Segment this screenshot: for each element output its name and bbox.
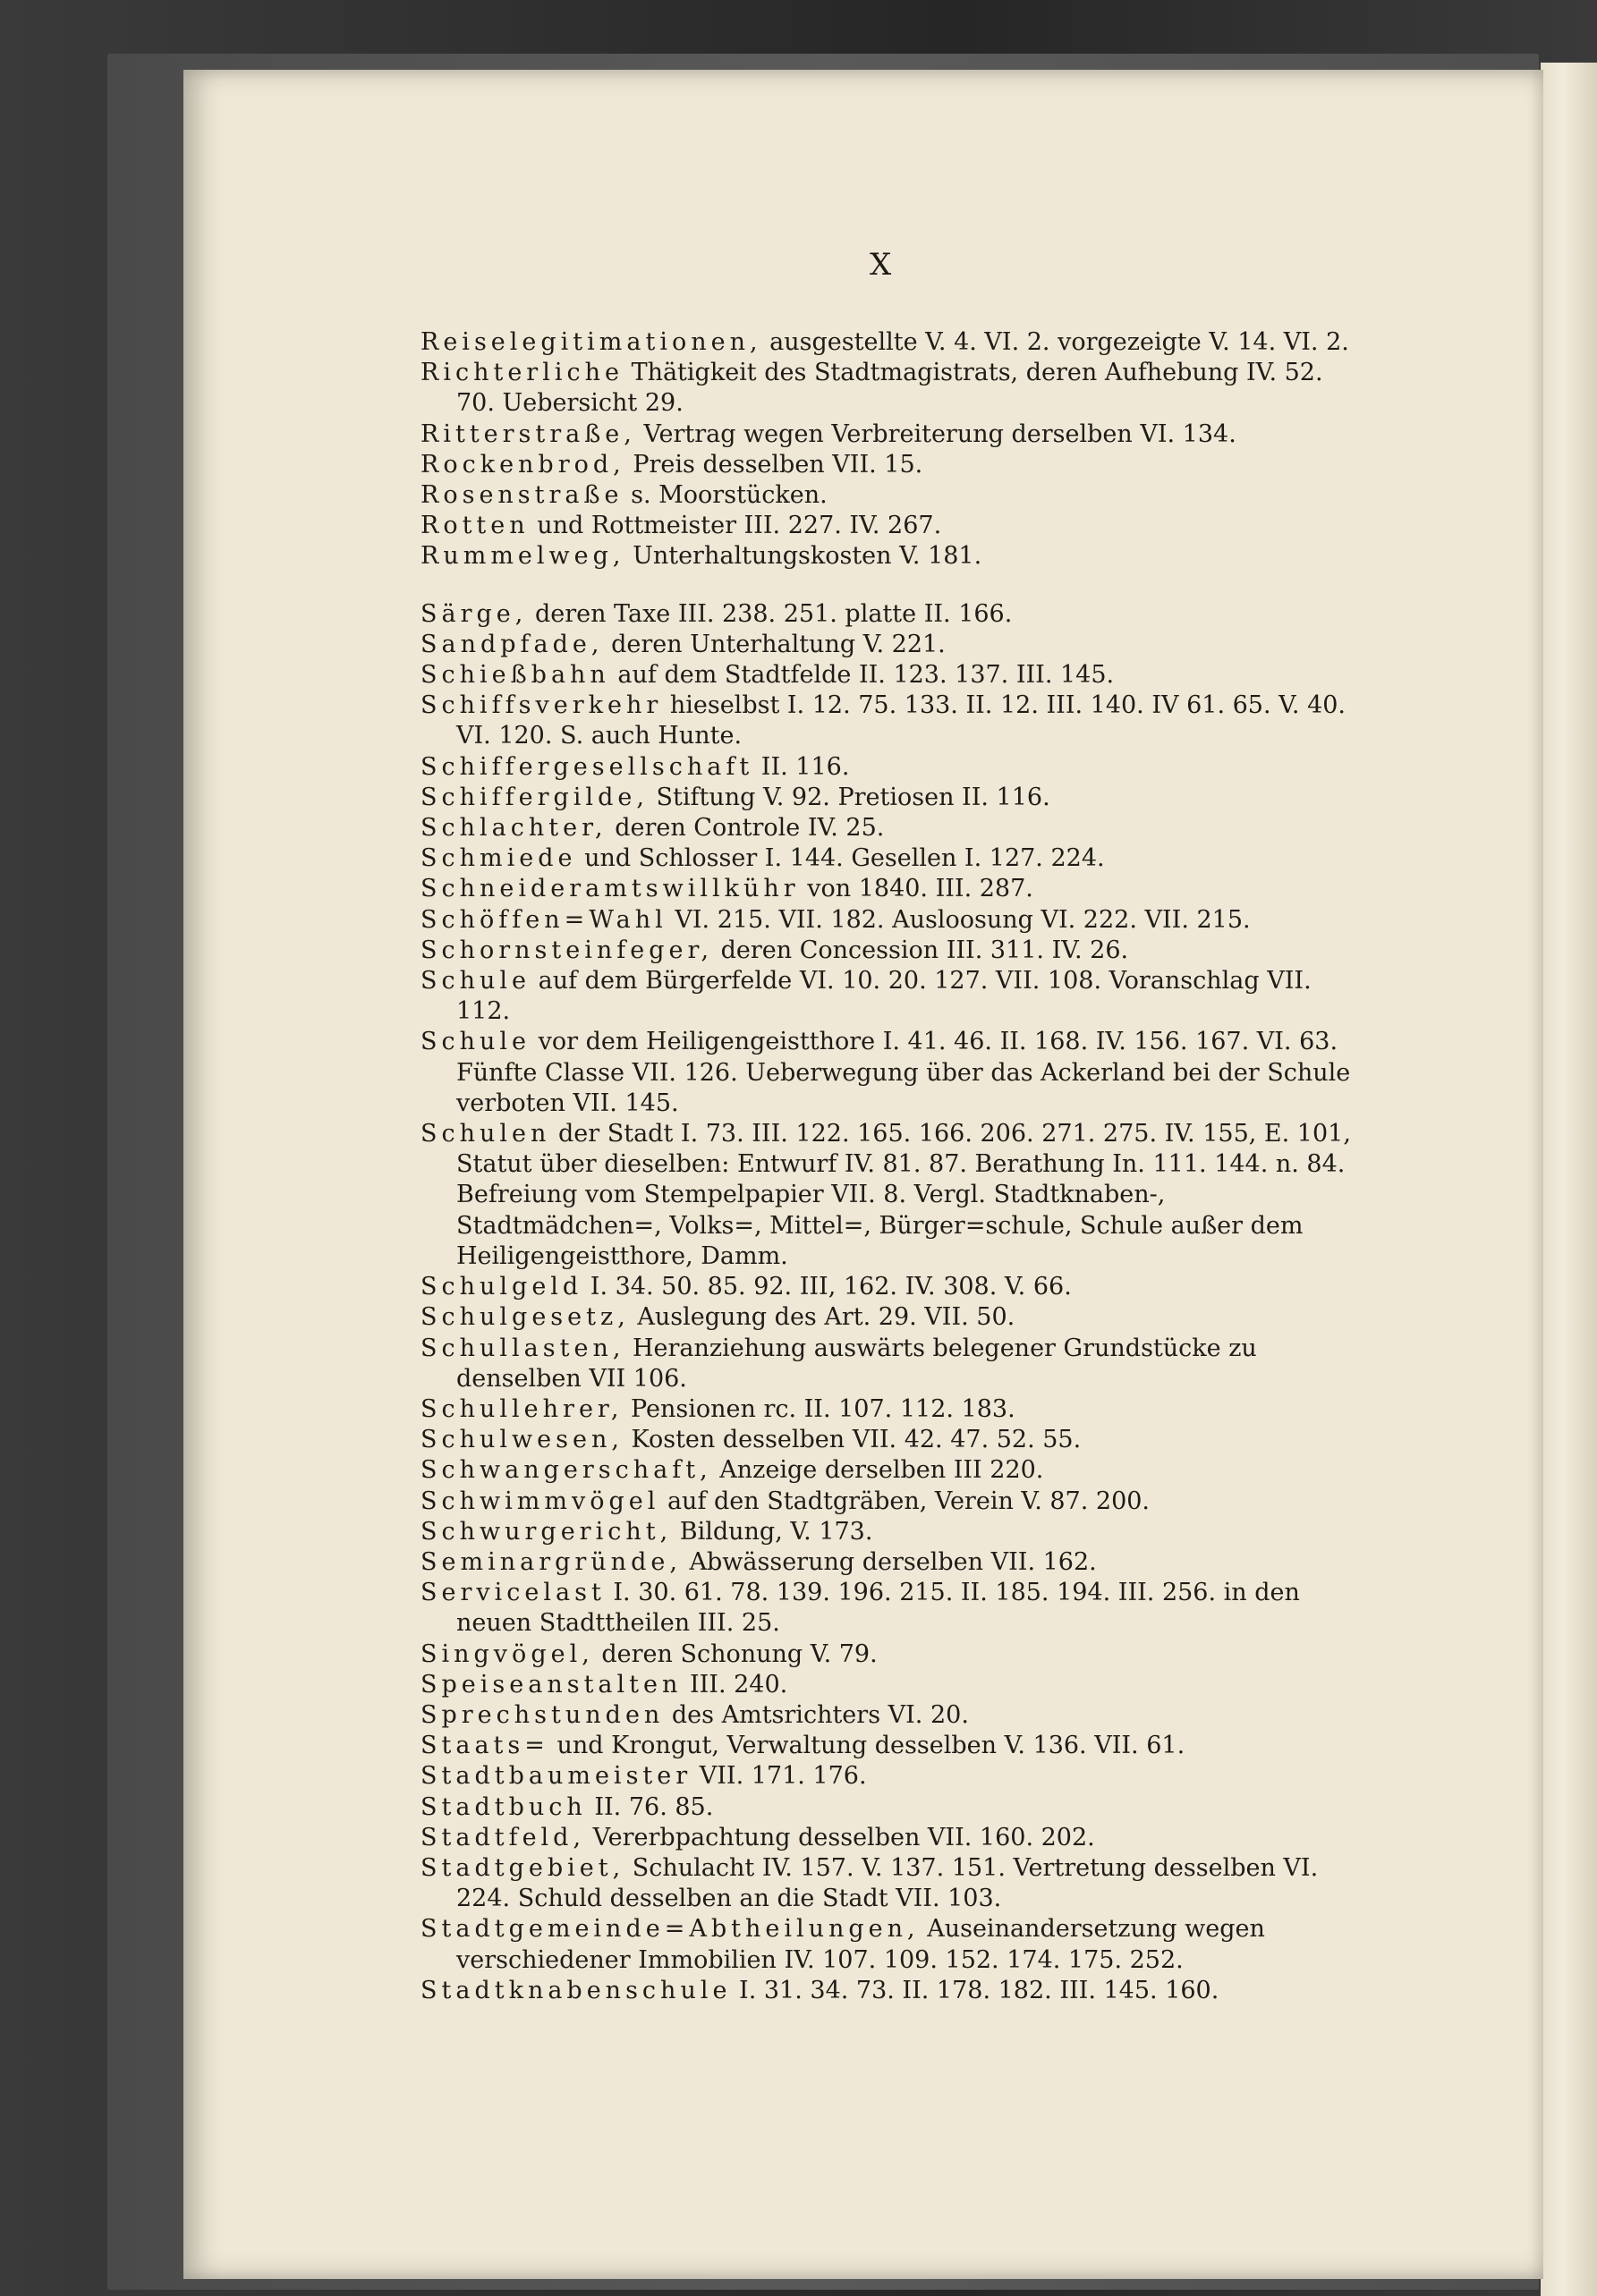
index-entry [420,874,1355,904]
index-entry [420,1976,1355,2006]
entry-text: Vererbpachtung desselben VII. 160. 202. [585,1823,1095,1851]
entry-head: Schiffergesellschaft [420,752,754,781]
entry-text: Kosten desselben VII. 42. 47. 52. 55. [623,1426,1082,1454]
index-entry [420,1302,1355,1333]
entry-head: Staats= [420,1732,549,1760]
index-entry [420,1761,1355,1792]
entry-text: Abwässerung derselben VII. 162. [681,1547,1097,1576]
entry-text: deren Concession III. 311. IV. 26. [713,936,1129,964]
entry-head: Schule [420,1028,531,1056]
index-entry [420,1700,1355,1731]
entry-text: und Krongut, Verwaltung desselben V. 136. VII. 61. [548,1732,1185,1760]
entry-text: VI. 215. VII. 182. Ausloosung VI. 222. VII. 215. [667,905,1251,934]
index-entry [420,1547,1355,1578]
index-entry [420,630,1355,660]
entry-head: Stadtgebiet, [420,1853,625,1882]
entry-text: Pensionen rc. II. 107. 112. 183. [623,1394,1015,1423]
index-entry [420,1425,1355,1455]
index-entry [420,541,1355,572]
entry-head: Seminargründe, [420,1547,682,1576]
index-entry [420,480,1355,511]
entry-head: Schule [420,967,531,995]
index-entry [420,358,1355,419]
entry-text: von 1840. III. 287. [799,875,1033,903]
index-entry [420,1487,1355,1517]
index-entry [420,660,1355,690]
index-entry [420,1578,1355,1639]
entry-head: Stadtfeld, [420,1823,586,1851]
entry-head: Schiffergilde, [420,783,649,811]
index-entry [420,419,1355,450]
entry-text: vor dem Heiligengeistthore I. 41. 46. II. 168. IV. 156. 167. VI. 63. Fünfte Classe VII. 126. Ueberwegung über das Ackerland bei der Schule verboten VII. 145. [456,1028,1351,1117]
index-entry [420,813,1355,843]
entry-head: Schulgesetz, [420,1303,630,1332]
entry-text: der Stadt I. 73. III. 122. 165. 166. 206. 271. 275. IV. 155, E. 101, Statut über dieselben: Entwurf IV. 81. 87. Berathung In. 111. 144. n. 84. Befreiung vom Stempelpapier VII. 8. Vergl. Stadtknaben-, Stadtmädchen=, Volks=, Mittel=, Bürger=schule, Schule außer dem Heiligengeistthore, Damm. [456,1120,1351,1270]
entry-head: Stadtbaumeister [420,1762,692,1791]
entry-head: Rosenstraße [420,481,624,510]
index-entry [420,327,1355,358]
index-entry [420,599,1355,630]
entry-text: I. 34. 50. 85. 92. III, 162. IV. 308. V. 66. [582,1273,1072,1301]
entry-head: Schullehrer, [420,1394,624,1423]
entry-text: deren Controle IV. 25. [607,814,885,843]
entry-text: Schulacht IV. 157. V. 137. 151. Vertretung desselben VI. 224. Schuld desselben an die Stadt VII. 103. [456,1853,1319,1913]
entry-head: Schwangerschaft, [420,1456,712,1485]
index-entry [420,511,1355,541]
index-entry [420,1272,1355,1302]
entry-text: Unterhaltungskosten V. 181. [624,542,982,571]
index-entry [420,783,1355,813]
entry-text: Auseinandersetzung wegen verschiedener Immobilien IV. 107. 109. 152. 174. 175. 252. [456,1915,1265,1974]
index-entry [420,690,1355,751]
entry-text: und Schlosser I. 144. Gesellen I. 127. 224. [576,844,1105,873]
entry-head: Rockenbrod, [420,450,625,479]
index-entry [420,450,1355,480]
index-entry [420,1731,1355,1761]
index-entry [420,966,1355,1027]
entry-head: Rotten [420,512,530,540]
index-entry [420,843,1355,874]
index-entry [420,1517,1355,1547]
index-entry [420,1823,1355,1853]
entry-head: Schwurgericht, [420,1517,673,1546]
index-entry [420,1639,1355,1670]
index-entries [420,327,1355,2006]
index-entry [420,1853,1355,1914]
entry-text: Heranziehung auswärts belegener Grundstücke zu denselben VII 106. [456,1334,1257,1393]
entry-text: Vertrag wegen Verbreiterung derselben VI. 134. [635,419,1236,448]
entry-head: Schwimmvögel [420,1487,660,1515]
entry-head: Singvögel, [420,1639,594,1668]
entry-text: deren Unterhaltung V. 221. [603,630,946,658]
index-entry [420,1119,1355,1272]
entry-head: Stadtbuch [420,1792,587,1821]
index-entry [420,936,1355,966]
entry-head: Rummelweg, [420,542,625,571]
entry-text: Preis desselben VII. 15. [624,450,923,479]
entry-text: auf dem Bürgerfelde VI. 10. 20. 127. VII. 108. Voranschlag VII. 112. [456,967,1312,1026]
page-edge [1541,63,1597,2296]
entry-text: Auslegung des Art. 29. VII. 50. [629,1303,1015,1332]
entry-head: Sandpfade, [420,630,604,658]
entry-text: Anzeige derselben III 220. [711,1456,1044,1485]
entry-head: Reiselegitimationen, [420,328,762,356]
entry-head: Schneideramtswillkühr [420,875,800,903]
entry-head: Stadtgemeinde=Abtheilungen, [420,1915,920,1944]
entry-text: auf den Stadtgräben, Verein V. 87. 200. [659,1487,1151,1515]
entry-text: I. 30. 61. 78. 139. 196. 215. II. 185. 194. III. 256. in den neuen Stadttheilen III. 25. [456,1579,1300,1638]
entry-text: I. 31. 34. 73. II. 178. 182. III. 145. 160. [731,1976,1219,2004]
entry-head: Richterliche [420,359,624,387]
index-entry [420,1027,1355,1119]
entry-head: Schöffen=Wahl [420,905,667,934]
index-entry [420,1334,1355,1394]
entry-head: Schulgeld [420,1273,583,1301]
index-entry [420,905,1355,936]
index-entry [420,752,1355,783]
index-entry [420,1455,1355,1486]
entry-head: Sprechstunden [420,1700,665,1729]
entry-text: des Amtsrichters VI. 20. [664,1700,969,1729]
index-entry [420,1394,1355,1425]
entry-head: Schießbahn [420,661,610,690]
entry-text: III. 240. [682,1670,788,1699]
entry-head: Ritterstraße, [420,419,636,448]
entry-text: Thätigkeit des Stadtmagistrats, deren Aufhebung IV. 52. 70. Uebersicht 29. [456,359,1323,418]
index-entry [420,1914,1355,1975]
entry-head: Schornsteinfeger, [420,936,714,964]
index-entry [420,1792,1355,1823]
entry-text: ausgestellte V. 4. VI. 2. vorgezeigte V. 14. VI. 2. [761,328,1349,356]
entry-text: hieselbst I. 12. 75. 133. II. 12. III. 140. IV 61. 65. V. 40. VI. 120. S. auch Hunte. [456,691,1346,750]
entry-head: Speiseanstalten [420,1670,683,1699]
index-entry [420,1670,1355,1700]
entry-text: Bildung, V. 173. [672,1517,873,1546]
entry-text: Stiftung V. 92. Pretiosen II. 116. [648,783,1050,811]
entry-text: deren Taxe III. 238. 251. platte II. 166. [527,599,1013,628]
entry-text: s. Moorstücken. [623,481,828,510]
entry-head: Schmiede [420,844,577,873]
entry-head: Servicelast [420,1579,606,1607]
entry-head: Särge, [420,599,528,628]
entry-text: VII. 171. 176. [692,1762,867,1791]
entry-head: Schlachter, [420,814,607,843]
entry-text: und Rottmeister III. 227. IV. 267. [529,512,942,540]
entry-head: Schiffsverkehr [420,691,663,720]
entry-text: II. 116. [753,752,850,781]
entry-head: Schullasten, [420,1334,625,1362]
entry-head: Schulen [420,1120,551,1148]
entry-text: auf dem Stadtfelde II. 123. 137. III. 145. [609,661,1115,690]
entry-text: deren Schonung V. 79. [593,1639,878,1668]
entry-head: Schulwesen, [420,1426,624,1454]
page-number: X [870,247,894,283]
entry-text: II. 76. 85. [586,1792,714,1821]
entry-head: Stadtknabenschule [420,1976,732,2004]
